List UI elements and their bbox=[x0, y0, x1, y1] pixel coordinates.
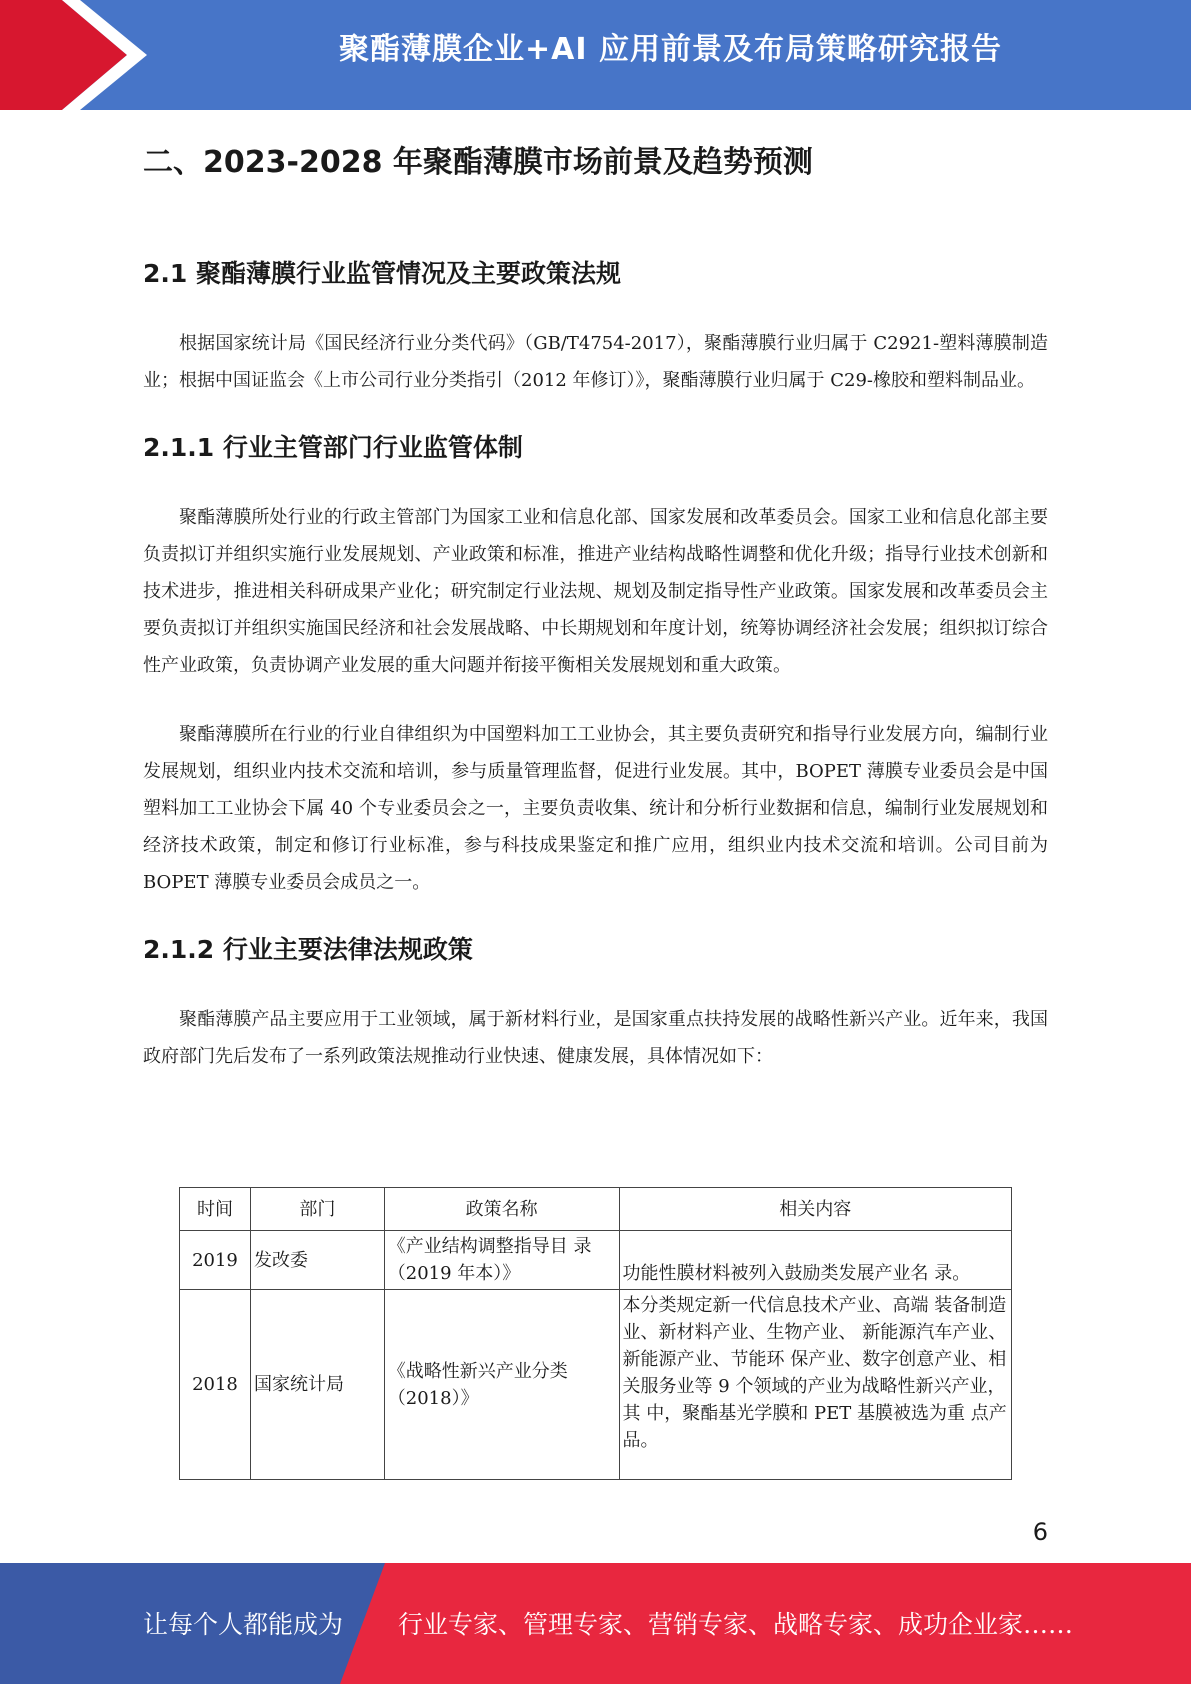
cell-policy: 《产业结构调整指导目 录（2019 年本）》 bbox=[384, 1231, 619, 1290]
heading-2-1-1: 2.1.1 行业主管部门行业监管体制 bbox=[143, 433, 523, 462]
cell-year: 2019 bbox=[180, 1231, 251, 1290]
page-header bbox=[0, 0, 1191, 110]
page-number: 6 bbox=[1032, 1518, 1048, 1546]
page-footer bbox=[0, 1563, 1191, 1684]
paragraph-2-1-2: 聚酯薄膜产品主要应用于工业领域，属于新材料行业，是国家重点扶持发展的战略性新兴产业。近年来，我国政府部门先后发布了一系列政策法规推动行业快速、健康发展，具体情况如下： bbox=[143, 1009, 1048, 1067]
heading-2-1-2: 2.1.2 行业主要法律法规政策 bbox=[143, 935, 473, 964]
cell-content: 本分类规定新一代信息技术产业、高端 装备制造业、新材料产业、生物产业、 新能源汽车产业、新能源产业、节能环 保产业、数字创意产业、相关服务业等 9 个领域的产业为战略性新兴产业，其 中，聚酯基光学膜和 PET 基膜被选为重 点产品。 bbox=[619, 1290, 1011, 1480]
header-title: 聚酯薄膜企业+AI 应用前景及布局策略研究报告 bbox=[339, 32, 1002, 67]
paragraph-2-1-1-a: 聚酯薄膜所处行业的行政主管部门为国家工业和信息化部、国家发展和改革委员会。国家工业和信息化部主要负责拟订并组织实施行业发展规划、产业政策和标准，推进产业结构战略性调整和优化升级；指导行业技术创新和技术进步，推进相关科研成果产业化；研究制定行业法规、规划及制定指导性产业政策。国家发展和改革委员会主要负责拟订并组织实施国民经济和社会发展战略、中长期规划和年度计划，统筹协调经济社会发展；组织拟订综合性产业政策，负责协调产业发展的重大问题并衔接平衡相关发展规划和重大政策。 bbox=[143, 507, 1048, 676]
table-row bbox=[180, 1290, 1012, 1480]
cell-dept: 国家统计局 bbox=[250, 1290, 384, 1480]
paragraph-2-1: 根据国家统计局《国民经济行业分类代码》（GB/T4754-2017），聚酯薄膜行业归属于 C2921-塑料薄膜制造业；根据中国证监会《上市公司行业分类指引（2012 年修订）》，聚酯薄膜行业归属于 C29-橡胶和塑料制品业。 bbox=[143, 333, 1048, 391]
col-header-policy: 政策名称 bbox=[384, 1188, 619, 1231]
table-header-row bbox=[180, 1188, 1012, 1231]
cell-content: 功能性膜材料被列入鼓励类发展产业名 录。 bbox=[619, 1231, 1011, 1290]
footer-slogan-left: 让每个人都能成为 bbox=[143, 1610, 344, 1639]
cell-dept: 发改委 bbox=[250, 1231, 384, 1290]
table-row bbox=[180, 1231, 1012, 1290]
footer-slogan-right: 行业专家、管理专家、营销专家、战略专家、成功企业家…… bbox=[398, 1610, 1074, 1639]
cell-policy: 《战略性新兴产业分类（2018）》 bbox=[384, 1290, 619, 1480]
col-header-dept: 部门 bbox=[250, 1188, 384, 1231]
col-header-year: 时间 bbox=[180, 1188, 251, 1231]
paragraph-2-1-1-b: 聚酯薄膜所在行业的行业自律组织为中国塑料加工工业协会，其主要负责研究和指导行业发展方向，编制行业发展规划，组织业内技术交流和培训，参与质量管理监督，促进行业发展。其中，BOPET 薄膜专业委员会是中国塑料加工工业协会下属 40 个专业委员会之一，主要负责收集、统计和分析行业数据和信息，编制行业发展规划和经济技术政策，制定和修订行业标准，参与科技成果鉴定和推广应用，组织业内技术交流和培训。公司目前为 BOPET 薄膜专业委员会成员之一。 bbox=[143, 724, 1048, 893]
cell-year: 2018 bbox=[180, 1290, 251, 1480]
section-title: 二、2023-2028 年聚酯薄膜市场前景及趋势预测 bbox=[143, 145, 813, 180]
report-body bbox=[143, 130, 1048, 1075]
heading-2-1: 2.1 聚酯薄膜行业监管情况及主要政策法规 bbox=[143, 259, 621, 288]
policy-table bbox=[179, 1187, 1012, 1480]
col-header-content: 相关内容 bbox=[619, 1188, 1011, 1231]
